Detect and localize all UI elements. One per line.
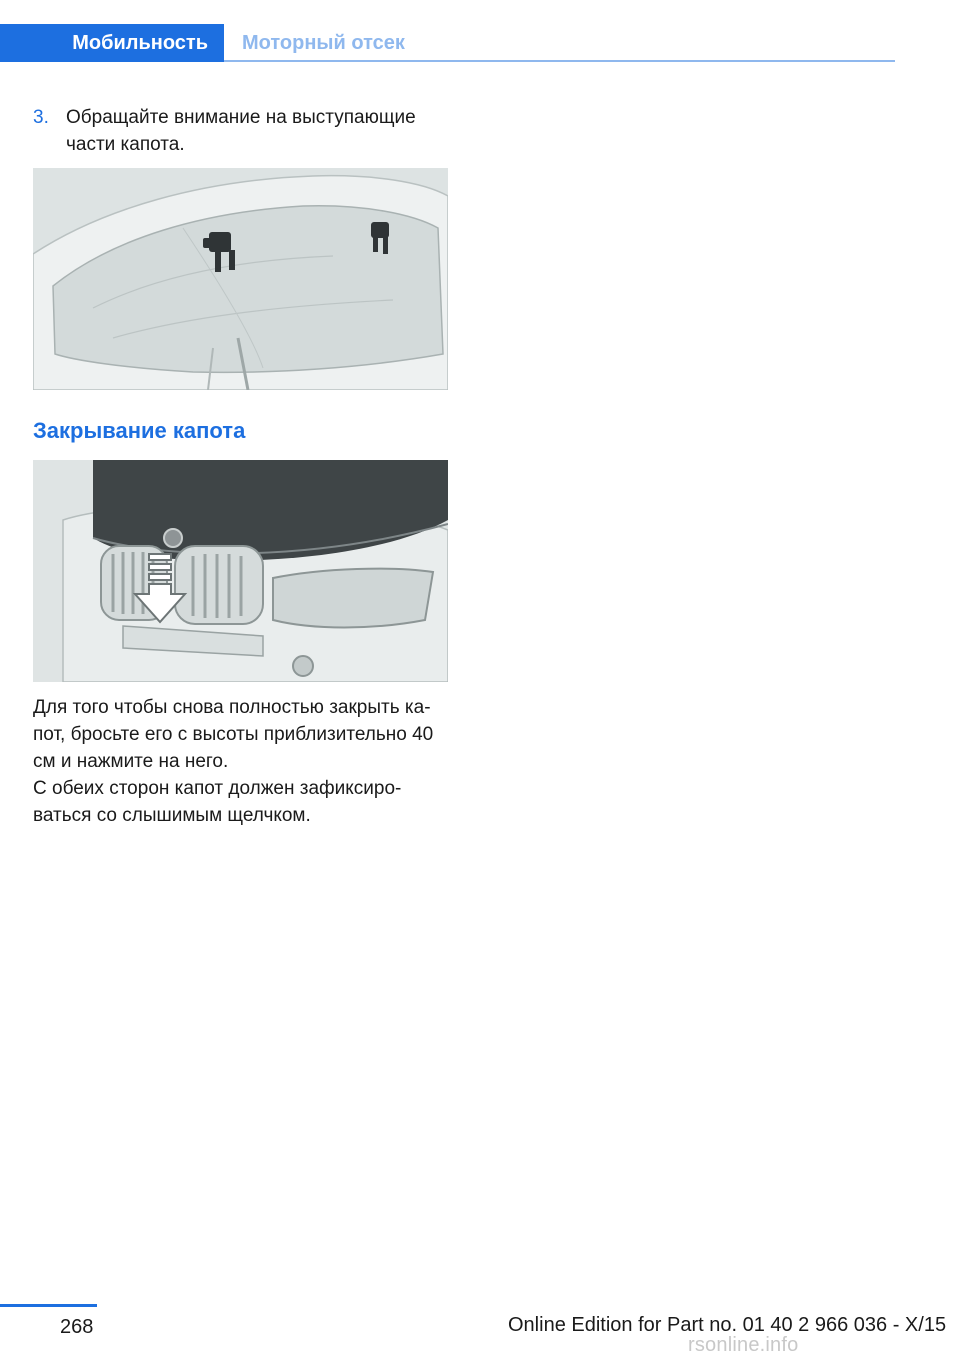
hood-closing-drawing	[33, 460, 448, 682]
hood-underside-illustration	[33, 168, 448, 390]
hood-closing-illustration	[33, 460, 448, 682]
paragraph-close-instruction: Для того чтобы снова полностью закрыть ка‐ пот, бросьте его с высоты приблизительно 40 см и нажмите на него.	[33, 697, 434, 772]
header-divider	[224, 60, 895, 62]
edition-footer: Online Edition for Part no. 01 40 2 966 036 - X/15	[508, 1314, 947, 1336]
section-title: Закрывание капота	[33, 418, 246, 443]
paragraph-latch-click: С обеих сторон капот должен зафиксиро‐ ваться со слышимым щелчком.	[33, 778, 402, 826]
section-tab[interactable]: Мобильность	[0, 24, 224, 62]
subsection-tab[interactable]: Моторный отсек	[242, 32, 405, 54]
page-number: 268	[60, 1316, 94, 1338]
page-number-rule	[0, 1304, 97, 1307]
watermark: rsonline.info	[688, 1334, 799, 1356]
step-text: Обращайте внимание на выступающие части капота.	[66, 107, 416, 155]
hood-underside-drawing	[33, 168, 448, 390]
step-number: 3.	[33, 107, 49, 128]
page-header	[0, 24, 895, 62]
